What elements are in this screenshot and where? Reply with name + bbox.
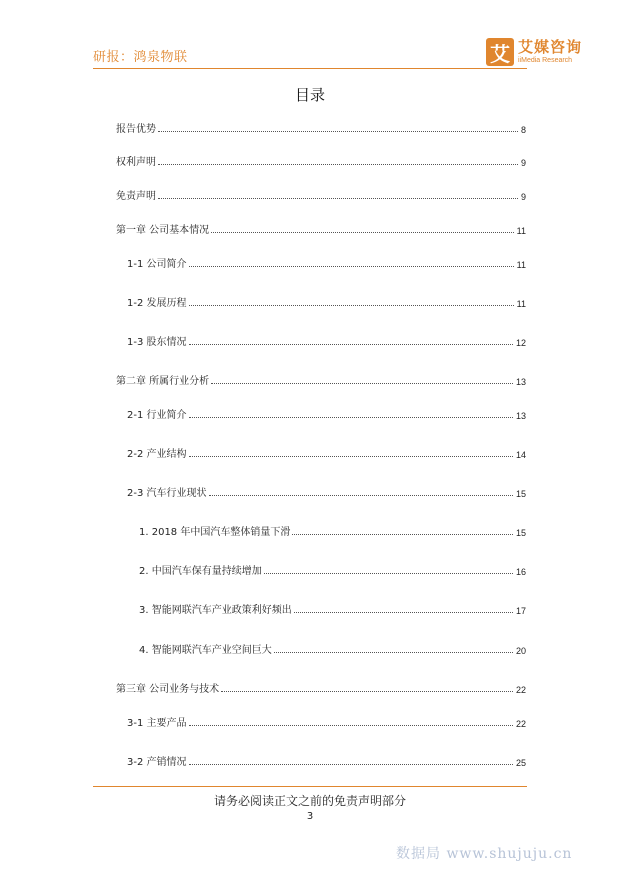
toc-entry[interactable] [127,295,526,309]
toc-entry[interactable] [116,154,526,168]
toc-entry[interactable] [116,188,526,202]
toc-entry-page: 17 [515,606,526,616]
toc-entry[interactable] [139,524,526,538]
toc-leader [189,416,513,418]
toc-leader [211,231,513,233]
toc-entry-label: 1-2 发展历程 [127,298,187,309]
logo-cn: 艾媒咨询 [518,38,583,56]
toc-entry-label: 3-2 产销情况 [127,757,187,768]
toc-entry-page: 20 [515,646,526,656]
toc-leader [158,163,518,165]
toc-entry-page: 25 [515,758,526,768]
toc-entry-label: 第三章 公司业务与技术 [116,684,220,695]
toc-entry[interactable] [127,446,526,460]
toc-leader [264,572,513,574]
toc-leader [211,382,513,384]
toc-entry-page: 15 [515,489,526,499]
toc-entry-page: 22 [515,719,526,729]
toc-entry-label: 2-2 产业结构 [127,449,187,460]
toc-entry-label: 权利声明 [116,157,156,168]
toc-leader [189,304,514,306]
toc-leader [294,611,513,613]
toc-title: 目录 [294,86,325,104]
toc-entry-page: 8 [520,125,526,135]
toc-entry-label: 2. 中国汽车保有量持续增加 [139,566,262,577]
toc-entry-label: 1-1 公司简介 [127,259,187,270]
toc-entry-page: 15 [515,528,526,538]
toc-entry[interactable] [116,121,526,135]
toc-leader [189,763,513,765]
toc-entry[interactable] [127,485,526,499]
toc-entry-label: 第一章 公司基本情况 [116,225,210,236]
toc-leader [274,651,513,653]
toc-entry-label: 第二章 所属行业分析 [116,376,210,387]
toc-entry-label: 4. 智能网联汽车产业空间巨大 [139,645,272,656]
toc-entry-page: 14 [515,450,526,460]
toc-entry-page: 11 [516,226,526,236]
toc-entry-label: 3. 智能网联汽车产业政策利好频出 [139,605,292,616]
toc-leader [189,724,513,726]
toc-entry[interactable] [127,407,526,421]
toc-entry[interactable] [116,373,526,387]
toc-leader [189,455,513,457]
toc-entry-label: 3-1 主要产品 [127,718,187,729]
footer-notice: 请务必阅读正文之前的免责声明部分 [213,794,406,808]
toc-entry-page: 9 [520,158,526,168]
toc-entry[interactable] [139,563,526,577]
toc-entry-page: 11 [516,260,526,270]
toc-leader [158,130,518,132]
toc-entry-page: 9 [520,192,526,202]
toc-entry-label: 1-3 股东情况 [127,337,187,348]
toc-entry[interactable] [139,602,526,616]
toc-entry-page: 11 [516,299,526,309]
toc-entry-label: 1. 2018 年中国汽车整体销量下滑 [139,527,291,538]
toc-entry-page: 16 [515,567,526,577]
logo-mark: 艾 [486,38,514,66]
page-number: 3 [306,811,314,822]
toc-entry-label: 报告优势 [116,124,156,135]
toc-entry-label: 2-1 行业简介 [127,410,187,421]
toc-entry[interactable] [139,642,526,656]
toc-entry[interactable] [127,334,526,348]
footer-rule [93,786,527,787]
toc-leader [158,197,518,199]
toc-entry-page: 22 [515,685,526,695]
toc-leader [221,690,513,692]
toc-entry-label: 2-3 汽车行业现状 [127,488,207,499]
logo-en: iiMedia Research [518,57,573,64]
toc-entry-page: 13 [515,411,526,421]
toc-entry[interactable] [116,681,526,695]
toc-leader [189,343,513,345]
toc-leader [292,533,513,535]
toc-entry-page: 13 [515,377,526,387]
toc-entry[interactable] [116,222,526,236]
toc-entry-page: 12 [515,338,526,348]
toc-entry[interactable] [127,256,526,270]
toc-leader [189,265,514,267]
toc-entry[interactable] [127,715,526,729]
toc-leader [209,494,513,496]
header-title: 研报：鸿泉物联 [93,50,188,65]
toc-entry[interactable] [127,754,526,768]
toc-entry-label: 免责声明 [116,191,156,202]
watermark: 数据局 www.shujuju.cn [396,846,573,862]
